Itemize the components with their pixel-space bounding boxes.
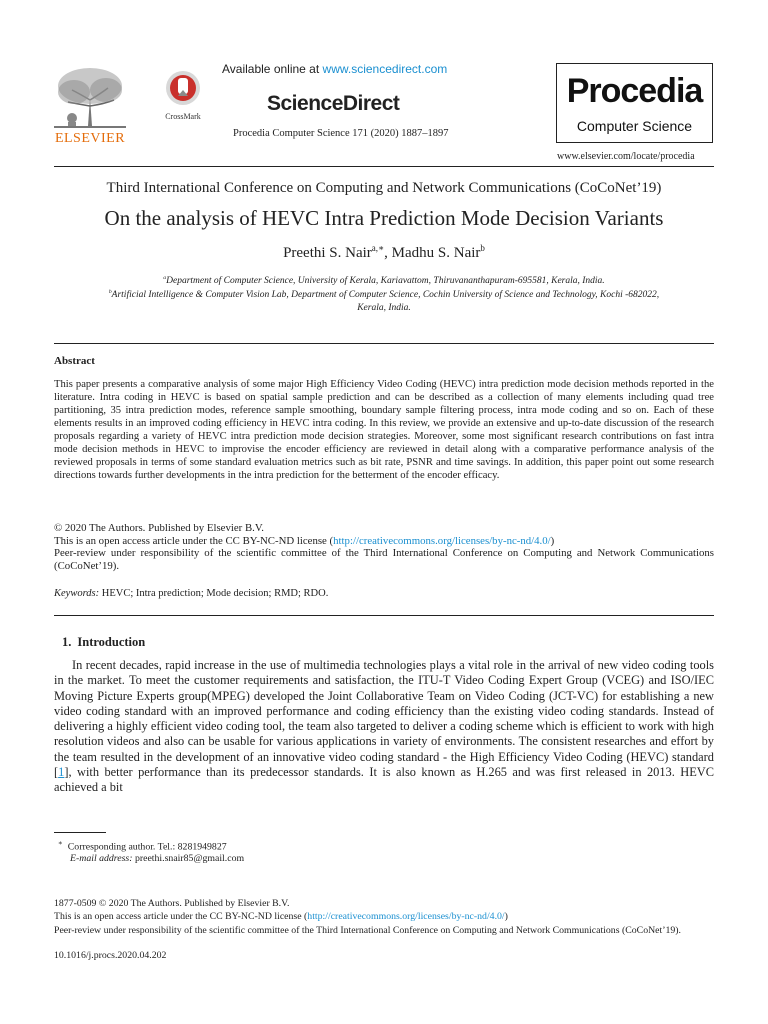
journal-reference: Procedia Computer Science 171 (2020) 1887–1897 [233,128,449,139]
footnote-rule [54,832,106,833]
affiliation-b [54,289,714,302]
affiliation-a-mark: a [163,274,167,281]
bottom-peer-review: Peer-review under responsibility of the scientific committee of the Third International Conference on Computing and Network Communications (CoCoNet’19). [54,925,682,936]
license-prefix: This is an open access article under the CC BY-NC-ND license ( [54,534,334,547]
introduction-body [54,658,714,796]
affiliation-b-text-line1: Artificial Intelligence & Computer Vision Lab, Department of Computer Science, Cochin University of Science and Technology, Kochi -682022, [111,290,660,300]
author-2-name: Madhu S. Nair [391,245,481,261]
section-title: Introduction [77,635,146,649]
crossmark-icon [165,70,201,106]
author-1-affiliation-mark: a,∗ [371,243,385,253]
journal-url[interactable]: www.elsevier.com/locate/procedia [557,151,695,162]
conference-name: Third International Conference on Computing and Network Communications (CoCoNet’19) [106,180,662,196]
license-line [54,535,714,548]
keywords-text: HEVC; Intra prediction; Mode decision; RMD; RDO. [101,588,329,599]
sciencedirect-link[interactable]: www.sciencedirect.com [322,62,448,76]
procedia-subtitle: Computer Science [576,118,693,134]
procedia-logo-box [556,63,713,143]
section-number: 1. [62,635,72,649]
abstract-heading: Abstract [54,355,95,367]
abstract-body: This paper presents a comparative analysis of some major High Efficiency Video Coding (HEVC) intra prediction mode decision methods reported in the literature. Intra coding in HEVC is based on spatial sample prediction and can be described as a collection of many elements including quad tree partitioning, 35 intra prediction modes, reference sample smoothing, boundary sample filtering process, intra mode coding and so on. Each of these elements results in an improved coding efficiency in HEVC intra coding. In this review, we provide an extensive and up-to-date discussion of the research proposals regarding a variety of HEVC intra prediction mode decision strategies. Moreover, some most significant research contributions on fast intra mode decision methods in HEVC to improvise the encoder efficiency are reviewed in detail along with a comparative performance analysis of the reviewed proposals in terms of some standard evaluation metrics such as bit rate, PSNR and time savings. In addition, this paper point out some research directions towards further developments in the intra prediction for the betterment of the encoder efficacy. [54,379,714,481]
footnote-mark: ∗ [58,839,63,847]
available-online [222,62,447,76]
license-link[interactable]: http://creativecommons.org/licenses/by-nc-nd/4.0/ [333,534,551,547]
copyright-line: © 2020 The Authors. Published by Elsevier B.V. [54,522,264,534]
footnote-corresponding [58,839,227,852]
citation-link[interactable]: 1 [58,765,65,780]
sciencedirect-brand: ScienceDirect [267,92,400,115]
bottom-license-suffix: ) [504,911,508,922]
issn-line: 1877-0509 © 2020 The Authors. Published by Elsevier B.V. [54,898,290,909]
procedia-wordmark: Procedia [566,72,703,110]
author-1-name: Preethi S. Nair [283,245,372,261]
bottom-license-prefix: This is an open access article under the CC BY-NC-ND license ( [54,911,308,922]
keywords [54,588,328,599]
affiliation-b-mark: b [108,288,112,295]
license-suffix: ) [550,534,555,547]
email-address[interactable]: preethi.snair85@gmail.com [134,853,245,864]
affiliation-b-line2: Kerala, India. [357,303,411,313]
introduction-heading [62,635,145,650]
available-prefix: Available online at [222,62,323,76]
peer-review-line: Peer-review under responsibility of the scientific committee of the Third International Conference on Computing and Network Communications (CoCoNet’19). [54,547,714,572]
introduction-text-2: ], with better performance than its predecessor standards. It is also known as H.265 and was first released in 2013. HEVC achieved a bit [54,765,714,795]
email-label: E-mail address: [70,853,133,864]
author-2-affiliation-mark: b [480,243,485,253]
abstract-top-rule [54,343,714,344]
elsevier-wordmark: ELSEVIER [54,131,126,146]
doi[interactable]: 10.1016/j.procs.2020.04.202 [54,950,167,961]
copyright-block [54,522,714,572]
introduction-text-1: In recent decades, rapid increase in the use of multimedia technologies plays a vital role in the arrival of new video coding tools in the market. To meet the customer requirements and satisfaction, the ITU-T Video Coding Expert Group (VCEG) and ISO/IEC Moving Picture Experts group(MPEG) developed the Joint Collaborative Team on Video Coding (JCT-VC) for establishing a new video coding standard with an improved performance and coding efficiency than the existing video coding standards. Instead of delivering a highly efficient video coding tool, the team also targeted to deliver a coding scheme which is efficient to work with high resolution videos and also can be usable for various applications in variety of environments. The consistent researches and effort by the team resulted in the development of an innovative video coding standard - the High Efficiency Video Coding (HEVC) standard [ [54,658,714,780]
bottom-license-line [54,911,714,923]
abstract-bottom-rule [54,615,714,616]
affiliation-a-text: Department of Computer Science, University of Kerala, Kariavattom, Thiruvananthapuram-695581, Kerala, India. [166,276,605,286]
affiliation-a [54,275,714,288]
footnote-email [58,853,244,864]
author-list [0,245,768,262]
paper-title: On the analysis of HEVC Intra Prediction Mode Decision Variants [104,206,664,230]
crossmark-label: CrossMark [165,112,201,121]
header-divider [54,166,714,167]
crossmark-badge[interactable] [158,70,208,121]
author-separator: , [384,245,392,261]
keywords-label: Keywords: [54,588,100,599]
footnote-corresponding-text: Corresponding author. Tel.: 8281949827 [67,841,227,853]
bottom-license-link[interactable]: http://creativecommons.org/licenses/by-nc-nd/4.0/ [307,911,505,922]
